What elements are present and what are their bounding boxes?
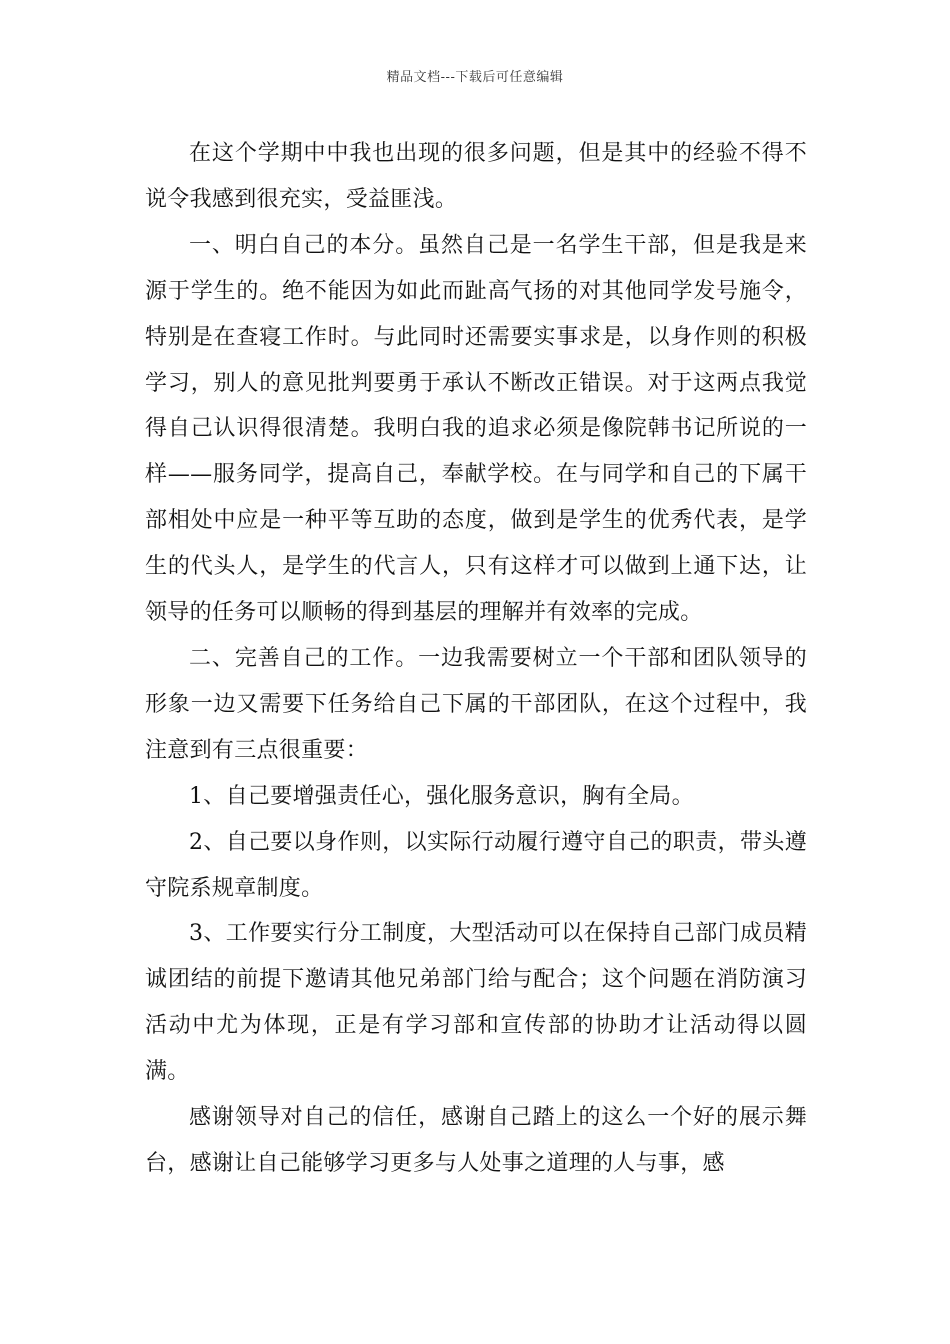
page-header: 精品文档---下载后可任意编辑 bbox=[386, 70, 564, 85]
list-item-1: 1、自己要增强责任心，强化服务意识，胸有全局。 bbox=[189, 783, 694, 809]
document-body bbox=[145, 131, 807, 1187]
paragraph-intro: 在这个学期中中我也出现的很多问题，但是其中的经验不得不说令我感到很充实，受益匪浅。 bbox=[145, 141, 807, 212]
list-item-3: 3、工作要实行分工制度，大型活动可以在保持自己部门成员精诚团结的前提下邀请其他兄弟部门给与配合；这个问题在消防演习活动中尤为体现，正是有学习部和宣传部的协助才让活动得以圆满。 bbox=[145, 921, 807, 1085]
paragraph-section-two: 二、完善自己的工作。一边我需要树立一个干部和团队领导的形象一边又需要下任务给自己下属的干部团队，在这个过程中，我注意到有三点很重要： bbox=[145, 645, 807, 763]
list-item-2: 2、自己要以身作则，以实际行动履行遵守自己的职责，带头遵守院系规章制度。 bbox=[145, 829, 807, 901]
paragraph-thanks: 感谢领导对自己的信任，感谢自己踏上的这么一个好的展示舞台，感谢让自己能够学习更多与人处事之道理的人与事，感 bbox=[145, 1105, 807, 1176]
paragraph-section-one: 一、明白自己的本分。虽然自己是一名学生干部，但是我是来源于学生的。绝不能因为如此而趾高气扬的对其他同学发号施令，特别是在查寝工作时。与此同时还需要实事求是，以身作则的积极学习，别人的意见批判要勇于承认不断改正错误。对于这两点我觉得自己认识得很清楚。我明白我的追求必须是像院韩书记所说的一样——服务同学，提高自己，奉献学校。在与同学和自己的下属干部相处中应是一种平等互助的态度，做到是学生的优秀代表，是学生的代头人，是学生的代言人，只有这样才可以做到上通下达，让领导的任务可以顺畅的得到基层的理解并有效率的完成。 bbox=[145, 232, 807, 626]
